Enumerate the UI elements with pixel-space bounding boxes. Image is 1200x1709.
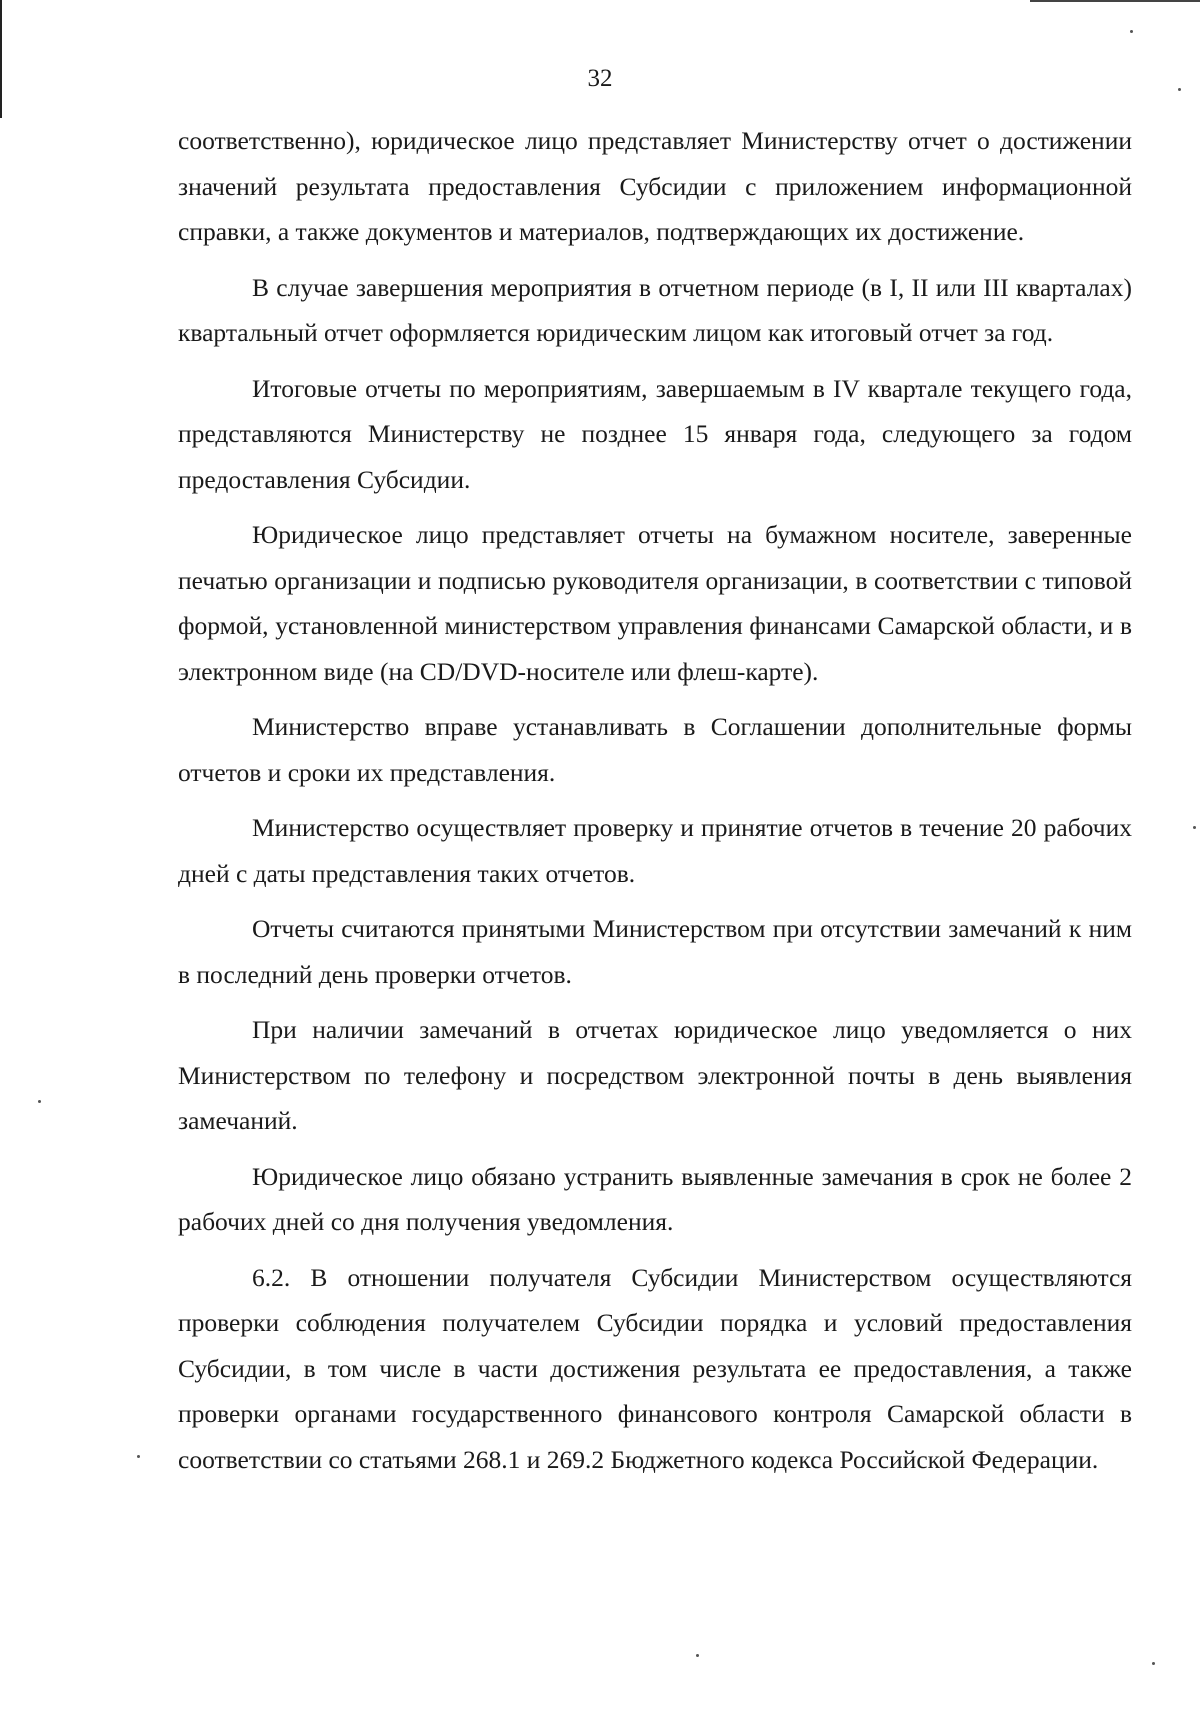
paragraph-report-format: Юридическое лицо представляет отчеты на бумажном носителе, заверенные печатью организации и подписью руководителя организации, в соответствии с типовой формой, установленной министерством управления финансами Самарской области, и в электронном виде (на CD/DVD-носителе или флеш-карте). — [178, 520, 1132, 686]
scan-speck — [1130, 30, 1133, 33]
scan-speck — [1193, 826, 1196, 829]
document-body — [178, 118, 1132, 1492]
scan-speck — [137, 1455, 140, 1458]
paragraph-additional-forms: Министерство вправе устанавливать в Соглашении дополнительные формы отчетов и сроки их представления. — [178, 712, 1132, 787]
paragraph-continuation: соответственно), юридическое лицо представляет Министерству отчет о достижении значений результата предоставления Субсидии с приложением информационной справки, а также документов и материалов, подтверждающих их достижение. — [178, 126, 1132, 246]
paragraph-section-6-2: 6.2. В отношении получателя Субсидии Министерством осуществляются проверки соблюдения получателем Субсидии порядка и условий предоставления Субсидии, в том числе в части достижения результата ее предоставления, а также проверки органами государственного финансового контроля Самарской области в соответствии со статьями 268.1 и 269.2 Бюджетного кодекса Российской Федерации. — [178, 1262, 1132, 1474]
scan-speck — [696, 1654, 699, 1657]
paragraph-quarterly-report: В случае завершения мероприятия в отчетном периоде (в I, II или III кварталах) квартальный отчет оформляется юридическим лицом как итоговый отчет за год. — [178, 272, 1132, 347]
paragraph-final-reports: Итоговые отчеты по мероприятиям, завершаемым в IV квартале текущего года, представляются Министерству не позднее 15 января года, следующего за годом предоставления Субсидии. — [178, 373, 1132, 494]
scan-speck — [1152, 1662, 1155, 1665]
paragraph-correction: Юридическое лицо обязано устранить выявленные замечания в срок не более 2 рабочих дней со дня получения уведомления. — [178, 1161, 1132, 1236]
paragraph-acceptance: Отчеты считаются принятыми Министерством при отсутствии замечаний к ним в последний день проверки отчетов. — [178, 914, 1132, 989]
scan-edge-top — [1030, 0, 1200, 2]
scan-speck — [1178, 88, 1181, 91]
scan-edge-left — [0, 0, 2, 118]
paragraph-notification: При наличии замечаний в отчетах юридическое лицо уведомляется о них Министерством по телефону и посредством электронной почты в день выявления замечаний. — [178, 1015, 1132, 1135]
page-number: 32 — [587, 65, 613, 92]
paragraph-review-period: Министерство осуществляет проверку и принятие отчетов в течение 20 рабочих дней с даты представления таких отчетов. — [178, 813, 1132, 888]
scan-speck — [38, 1100, 41, 1103]
